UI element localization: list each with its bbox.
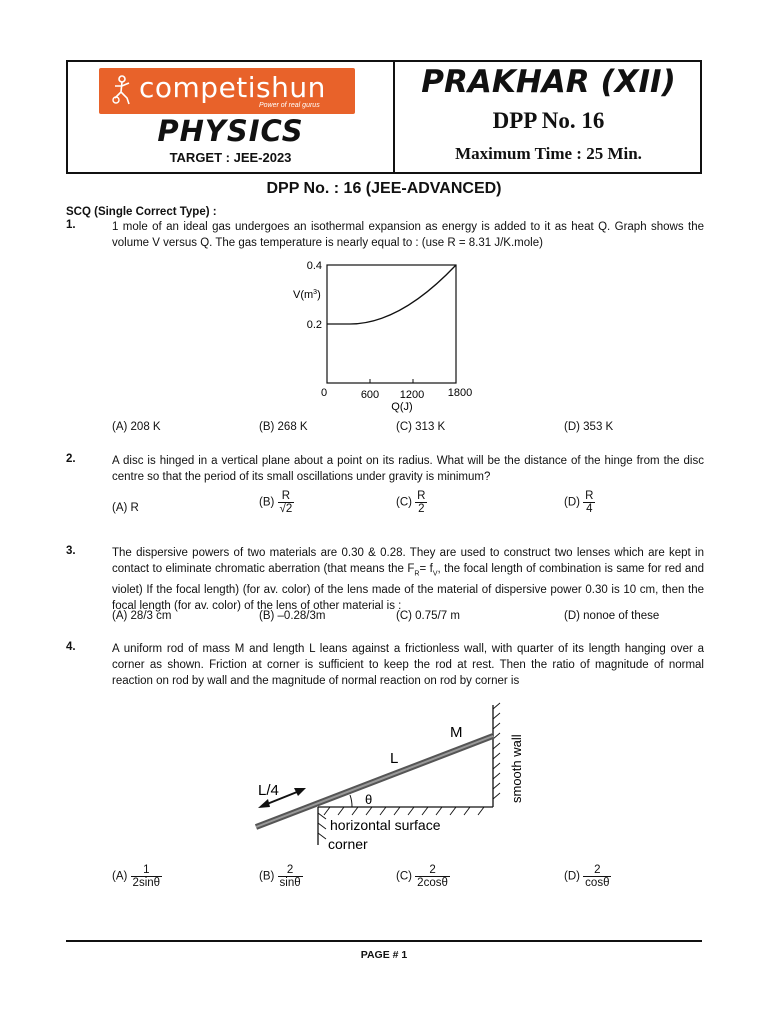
q1-option-c[interactable]: (C) 313 K [396, 421, 446, 433]
question-2-number: 2. [66, 453, 76, 465]
header-box [66, 60, 702, 174]
q3-option-b[interactable]: (B) –0.28/3m [259, 610, 326, 622]
corner-hatching [318, 813, 326, 839]
q4-option-c[interactable] [396, 864, 450, 889]
numerator: 2 [286, 864, 294, 876]
fraction [278, 864, 303, 889]
x-tick-label: 600 [360, 389, 380, 401]
option-label: (B) [259, 496, 275, 509]
numerator: R [281, 490, 291, 502]
q3-option-c[interactable]: (C) 0.75/7 m [396, 610, 460, 622]
angle-arc [350, 795, 352, 807]
quarter-length-label: L/4 [258, 782, 279, 799]
option-label: (A) [112, 870, 128, 883]
target-exam: TARGET : JEE-2023 [169, 150, 292, 165]
dpp-number: DPP No. 16 [492, 108, 605, 133]
fraction [415, 864, 450, 889]
q2-option-a[interactable]: (A) R [112, 502, 139, 514]
logo-tagline: Power of real gurus [259, 102, 320, 109]
option-label: (D) [564, 870, 580, 883]
section-heading: SCQ (Single Correct Type) : [66, 206, 217, 218]
y-tick-label: 0.2 [306, 319, 322, 331]
question-3-text: The dispersive powers of two materials are 0.30 & 0.28. They are used to construct two lenses which are kept in contact to eliminate chromatic aberration (that means the $F_R= f_V$, the focal length of combination is same for red and violet) If the focal length) (for av. color) of the lens made of the material of dispersive power 0.30 is 10 cm, then the focal length (for av. color) of the lens of other material is : [112, 547, 705, 613]
y-tick-label: 0.4 [306, 260, 322, 272]
question-1-text: 1 mole of an ideal gas undergoes an isothermal expansion as energy is added to it as heat Q. Graph shows the volume V versus Q. The gas temperature is nearly equal to : (use R = 8.31 J/K.mole) [112, 221, 704, 249]
q2-option-b[interactable] [259, 490, 294, 515]
q2-option-d[interactable] [564, 490, 595, 515]
y-axis-label: $V(m^3)$ [293, 289, 321, 301]
rod-highlight [256, 736, 493, 827]
denominator: 2sinθ [132, 877, 161, 889]
fraction [415, 490, 427, 515]
q2-option-c[interactable] [396, 490, 427, 515]
denominator: 2 [415, 502, 427, 515]
q1-option-d[interactable]: (D) 353 K [564, 421, 614, 433]
logo-text: competishun [139, 71, 326, 104]
fraction [278, 490, 295, 515]
q4-option-a[interactable] [112, 864, 162, 889]
option-label: (C) [396, 496, 412, 509]
option-label: (B) [259, 870, 275, 883]
q4-option-b[interactable] [259, 864, 303, 889]
denominator: 2cosθ [417, 877, 448, 889]
angle-label: θ [365, 792, 373, 807]
page-title: DPP No. : 16 (JEE-ADVANCED) [266, 180, 502, 197]
q4-option-d[interactable] [564, 864, 611, 889]
numerator: 1 [143, 864, 150, 876]
rod-wall-diagram [240, 695, 540, 860]
question-3-number: 3. [66, 545, 76, 557]
competishun-logo [99, 68, 355, 114]
wall-hatching [493, 703, 500, 799]
max-time: Maximum Time : 25 Min. [455, 144, 642, 163]
subject-title: PHYSICS [157, 114, 304, 148]
fraction [583, 864, 611, 889]
q1-option-a[interactable]: (A) 208 K [112, 421, 161, 433]
option-label: (C) [396, 870, 412, 883]
q3-option-d[interactable]: (D) nonoe of these [564, 610, 660, 622]
fraction [583, 490, 595, 515]
x-axis-label: Q(J) [391, 401, 413, 413]
x-tick-label: 1800 [447, 387, 473, 399]
numerator: 2 [594, 864, 601, 876]
volume-vs-heat-graph [280, 255, 480, 415]
surface-hatching [324, 807, 484, 815]
option-label: (D) [564, 496, 580, 509]
denominator: 4 [583, 502, 595, 515]
arrow-head [258, 799, 270, 808]
corner-label: corner [328, 836, 368, 852]
graph-curve [327, 265, 456, 324]
numerator: 2 [429, 864, 436, 876]
guru-figure-icon [109, 74, 135, 108]
denominator: cosθ [585, 877, 610, 889]
x-tick-label: 1200 [399, 389, 425, 401]
batch-name: PRAKHAR (XII) [421, 64, 676, 100]
denominator: √2 [279, 503, 293, 515]
mass-label: M [450, 724, 463, 741]
surface-label: horizontal surface [330, 817, 441, 833]
wall-label: smooth wall [509, 734, 524, 803]
footer-rule [66, 940, 702, 942]
length-label: L [390, 750, 399, 767]
x-tick-label: 0 [320, 387, 328, 399]
denominator: sinθ [279, 877, 301, 889]
question-1-number: 1. [66, 219, 76, 231]
q3-option-a[interactable]: (A) 28/3 cm [112, 610, 172, 622]
question-2-text: A disc is hinged in a vertical plane about a point on its radius. What will be the distance of the hinge from the disc centre so that the period of its small oscillations under gravity is minimum? [112, 455, 704, 483]
page-number: PAGE # 1 [360, 949, 408, 961]
numerator: R [417, 490, 426, 502]
numerator: R [585, 490, 594, 502]
fraction [131, 864, 163, 889]
question-4-number: 4. [66, 641, 76, 653]
question-4-text: A uniform rod of mass M and length L leans against a frictionless wall, with quarter of its length hanging over a corner as shown. Friction at corner is sufficient to keep the rod at rest. Then the ratio of magnitude of normal reaction on rod by wall and the magnitude of normal reaction on rod by corner is [112, 643, 704, 687]
q1-option-b[interactable]: (B) 268 K [259, 421, 308, 433]
